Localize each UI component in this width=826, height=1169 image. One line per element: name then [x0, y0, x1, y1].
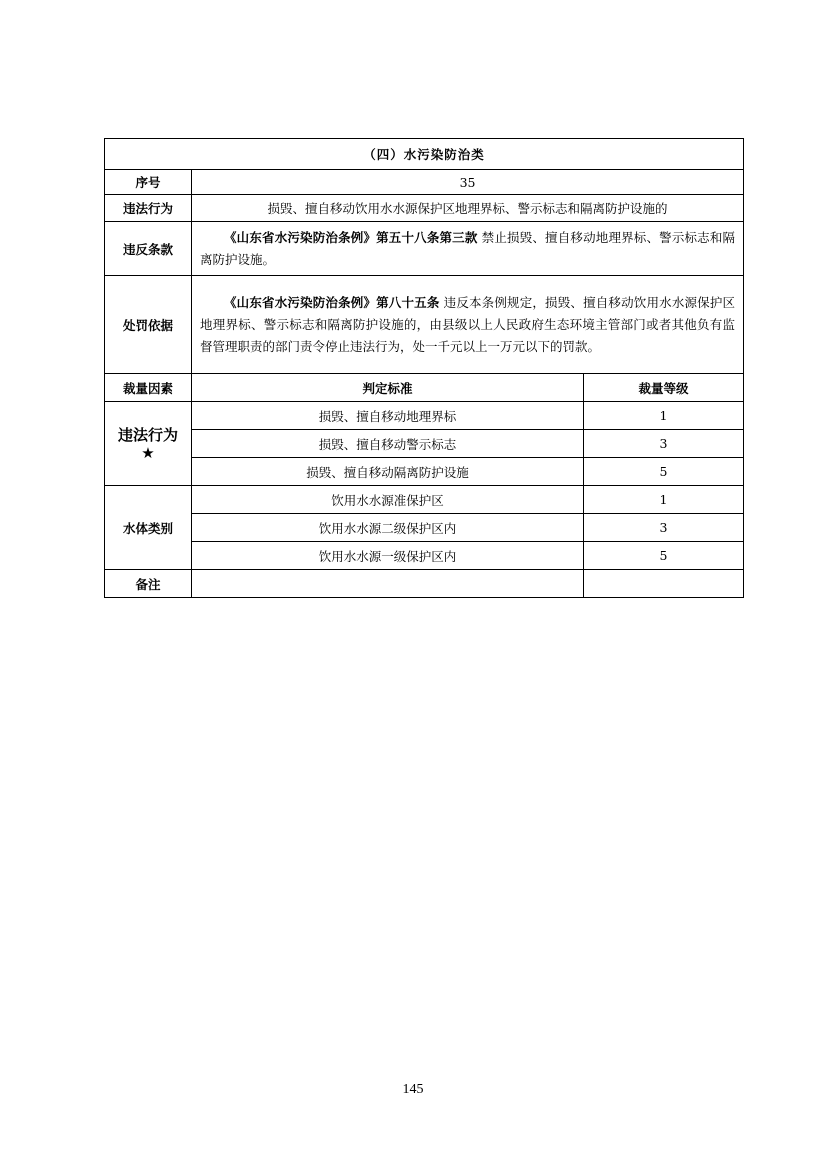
level-header: 裁量等级 — [584, 374, 744, 402]
factor-header: 裁量因素 — [105, 374, 192, 402]
factor-violation — [105, 402, 192, 486]
criteria-cell: 饮用水水源二级保护区内 — [192, 514, 584, 542]
penalty-basis-citation: 《山东省水污染防治条例》第八十五条 — [224, 294, 440, 310]
criteria-cell: 饮用水水源准保护区 — [192, 486, 584, 514]
remarks-criteria-cell — [192, 570, 584, 598]
level-cell: 3 — [584, 514, 744, 542]
serial-value: 35 — [192, 170, 744, 195]
criteria-header: 判定标准 — [192, 374, 584, 402]
level-cell: 3 — [584, 430, 744, 458]
penalty-table — [104, 138, 744, 598]
level-cell: 5 — [584, 458, 744, 486]
violated-clause-label: 违反条款 — [105, 222, 192, 276]
violated-clause-text: 禁止损毁、擅自移动地理界标、警示标志和隔离防护设施。 — [200, 229, 736, 267]
level-cell: 5 — [584, 542, 744, 570]
criteria-cell: 损毁、擅自移动隔离防护设施 — [192, 458, 584, 486]
remarks-level-cell — [584, 570, 744, 598]
violated-clause-cell — [192, 222, 744, 276]
violation-value: 损毁、擅自移动饮用水水源保护区地理界标、警示标志和隔离防护设施的 — [192, 195, 744, 222]
remarks-label: 备注 — [105, 570, 192, 598]
criteria-cell: 饮用水水源一级保护区内 — [192, 542, 584, 570]
criteria-cell: 损毁、擅自移动警示标志 — [192, 430, 584, 458]
violation-label: 违法行为 — [105, 195, 192, 222]
serial-label: 序号 — [105, 170, 192, 195]
violated-clause-citation: 《山东省水污染防治条例》第五十八条第三款 — [224, 229, 478, 245]
factor-violation-label: 违法行为 — [117, 425, 178, 444]
page-number: 145 — [402, 1082, 424, 1097]
penalty-basis-text: 违反本条例规定，损毁、擅自移动饮用水水源保护区地理界标、警示标志和隔离防护设施的，由县级以上人民政府生态环境主管部门或者其他负有监督管理职责的部门责令停止违法行为，处一千元以上一万元以下的罚款。 — [200, 294, 736, 354]
factor-water-category: 水体类别 — [105, 486, 192, 570]
table-title: （四）水污染防治类 — [105, 139, 744, 170]
criteria-cell: 损毁、擅自移动地理界标 — [192, 402, 584, 430]
penalty-basis-label: 处罚依据 — [105, 276, 192, 374]
level-cell: 1 — [584, 486, 744, 514]
star-icon: ★ — [141, 443, 155, 462]
penalty-basis-cell — [192, 276, 744, 374]
level-cell: 1 — [584, 402, 744, 430]
